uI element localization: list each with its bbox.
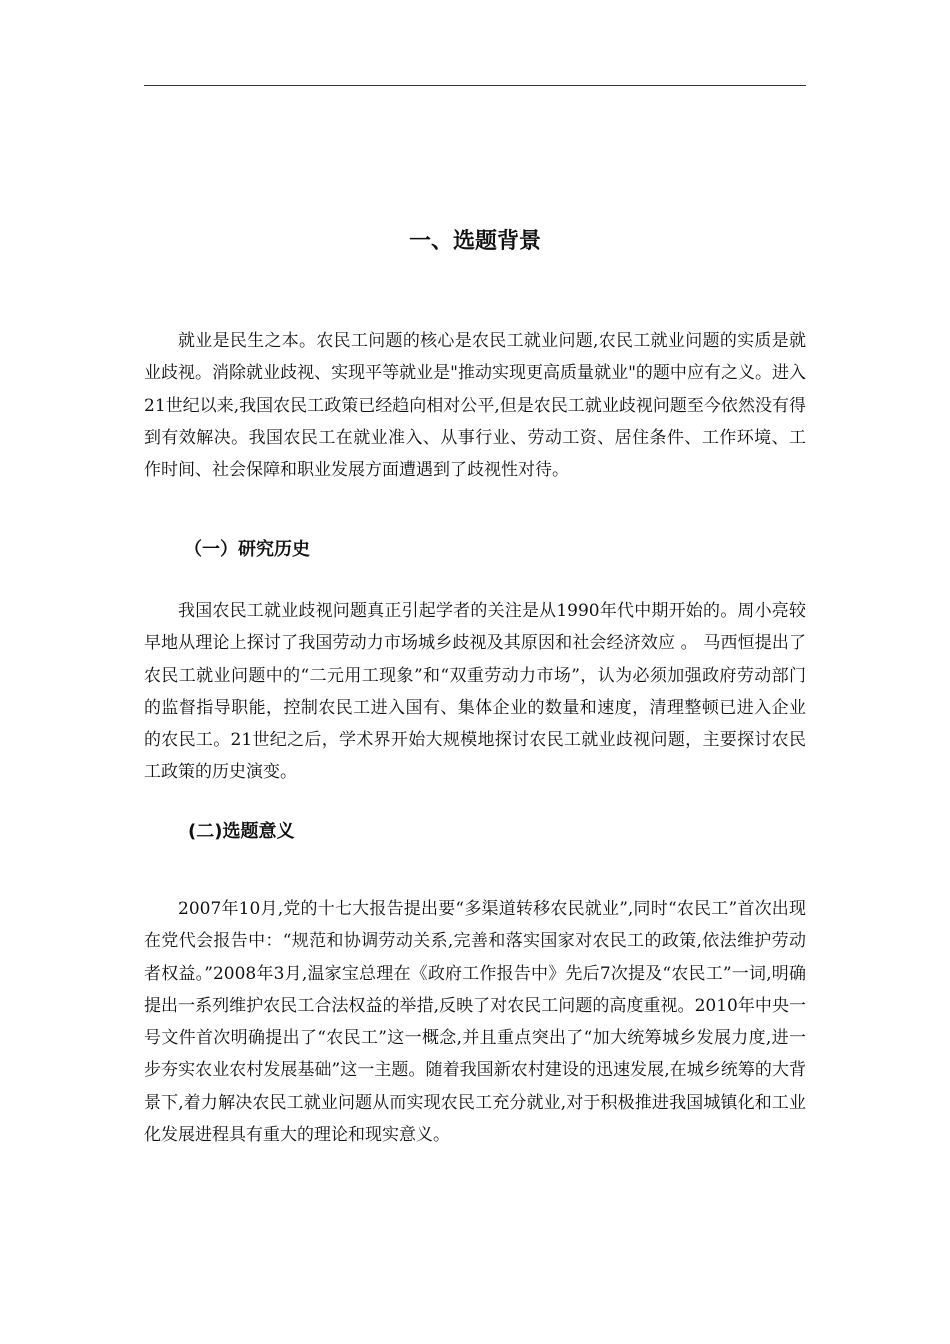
topic-significance-paragraph: 2007年10月,党的十七大报告提出要“多渠道转移农民就业”,同时“农民工”首次出现在党代会报告中：“规范和协调劳动关系,完善和落实国家对农民工的政策,依法维护劳动者权益。”2008年3月,温家宝总理在《政府工作报告中》先后7次提及“农民工”一词,明确提出一系列维护农民工合法权益的举措,反映了对农民工问题的高度重视。2010年中央一号文件首次明确提出了“农民工”这一概念,并且重点突出了“加大统筹城乡发展力度,进一步夯实农业农村发展基础”这一主题。随着我国新农村建设的迅速发展,在城乡统筹的大背景下,着力解决农民工就业问题从而实现农民工充分就业,对于积极推进我国城镇化和工业化发展进程具有重大的理论和现实意义。 (144, 899, 806, 1146)
section-heading-topic-significance: (二)选题意义 (188, 821, 295, 842)
section-heading-research-history: （一）研究历史 (184, 539, 310, 560)
intro-paragraph: 就业是民生之本。农民工问题的核心是农民工就业问题,农民工就业问题的实质是就业歧视。消除就业歧视、实现平等就业是"推动实现更高质量就业"的题中应有之义。进入21世纪以来,我国农民工政策已经趋向相对公平,但是农民工就业歧视问题至今依然没有得到有效解决。我国农民工在就业准入、从事行业、劳动工资、居住条件、工作环境、工作时间、社会保障和职业发展方面遭遇到了歧视性对待。 (144, 331, 806, 481)
page-title: 一、选题背景 (408, 229, 541, 254)
research-history-paragraph: 我国农民工就业歧视问题真正引起学者的关注是从1990年代中期开始的。周小亮较早地从理论上探讨了我国劳动力市场城乡歧视及其原因和社会经济效应 。 马西恒提出了农民工就业问题中的“二元用工现象”和“双重劳动力市场”，认为必须加强政府劳动部门的监督指导职能，控制农民工进入国有、集体企业的数量和速度，清理整顿已进入企业的农民工。21世纪之后，学术界开始大规模地探讨农民工就业歧视问题，主要探讨农民工政策的历史演变。 (144, 601, 806, 783)
header-rule (144, 85, 806, 86)
